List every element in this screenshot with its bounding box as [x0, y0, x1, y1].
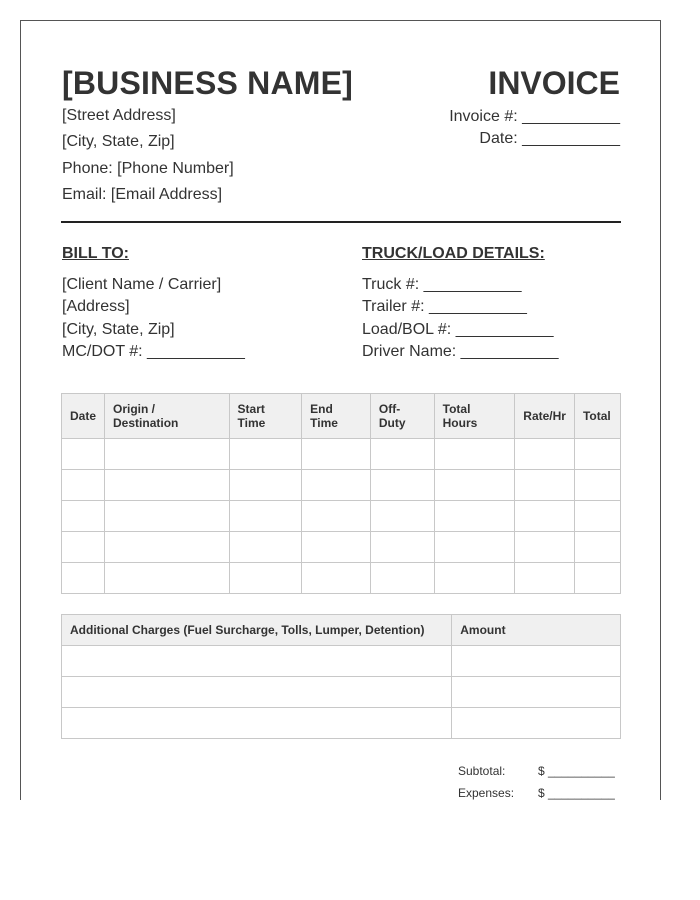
- invoice-sheet: [20, 20, 661, 800]
- table-cell[interactable]: [229, 470, 302, 501]
- col-header-additional-charges: Additional Charges (Fuel Surcharge, Tolls, Lumper, Detention): [62, 615, 452, 646]
- table-cell[interactable]: [574, 439, 620, 470]
- truck-details-heading: TRUCK/LOAD DETAILS:: [362, 245, 545, 262]
- city-state-zip: [City, State, Zip]: [62, 133, 175, 150]
- table-cell[interactable]: [302, 563, 371, 594]
- table-cell[interactable]: [229, 501, 302, 532]
- table-cell[interactable]: [434, 532, 515, 563]
- table-cell[interactable]: [574, 563, 620, 594]
- subtotal-value: $ __________: [538, 764, 615, 778]
- table-cell[interactable]: [62, 708, 452, 739]
- table-cell[interactable]: [229, 439, 302, 470]
- charges-header-row: [62, 615, 621, 646]
- expenses-value: $ __________: [538, 786, 615, 800]
- trip-table-header-row: [62, 394, 621, 439]
- table-cell[interactable]: [229, 532, 302, 563]
- table-row: [62, 470, 621, 501]
- table-cell[interactable]: [434, 470, 515, 501]
- col-header-start-time: Start Time: [229, 394, 302, 439]
- table-cell[interactable]: [370, 439, 434, 470]
- col-header-date: Date: [62, 394, 105, 439]
- client-name: [Client Name / Carrier]: [62, 276, 222, 293]
- table-row: [62, 563, 621, 594]
- mc-dot-field: MC/DOT #: ___________: [62, 343, 245, 360]
- client-address: [Address]: [62, 298, 130, 315]
- table-cell[interactable]: [434, 439, 515, 470]
- table-cell[interactable]: [302, 439, 371, 470]
- col-header-origin-destination: Origin / Destination: [105, 394, 230, 439]
- subtotal-label: Subtotal:: [458, 764, 506, 778]
- header-divider: [61, 221, 621, 223]
- business-name: [BUSINESS NAME]: [62, 65, 354, 101]
- table-cell[interactable]: [370, 470, 434, 501]
- table-cell[interactable]: [62, 646, 452, 677]
- col-header-rate-hr: Rate/Hr: [515, 394, 575, 439]
- email-address: Email: [Email Address]: [62, 186, 223, 203]
- table-cell[interactable]: [370, 563, 434, 594]
- table-cell[interactable]: [370, 501, 434, 532]
- table-cell[interactable]: [515, 470, 575, 501]
- table-cell[interactable]: [105, 439, 230, 470]
- table-cell[interactable]: [105, 501, 230, 532]
- table-cell[interactable]: [62, 501, 105, 532]
- table-cell[interactable]: [302, 532, 371, 563]
- bill-to-heading: BILL TO:: [62, 245, 129, 262]
- table-cell[interactable]: [229, 563, 302, 594]
- table-cell[interactable]: [62, 439, 105, 470]
- table-cell[interactable]: [434, 563, 515, 594]
- table-cell[interactable]: [370, 532, 434, 563]
- invoice-date-field: Date: ___________: [479, 130, 620, 147]
- table-row: [62, 677, 621, 708]
- table-cell[interactable]: [105, 563, 230, 594]
- col-header-total: Total: [574, 394, 620, 439]
- street-address: [Street Address]: [62, 107, 176, 124]
- table-cell[interactable]: [62, 532, 105, 563]
- additional-charges-table: [61, 614, 621, 739]
- table-row: [62, 439, 621, 470]
- trip-table: [61, 393, 621, 594]
- load-bol-field: Load/BOL #: ___________: [362, 321, 554, 338]
- table-cell[interactable]: [62, 563, 105, 594]
- table-row: [62, 708, 621, 739]
- table-cell[interactable]: [515, 532, 575, 563]
- table-cell[interactable]: [302, 470, 371, 501]
- table-cell[interactable]: [452, 708, 621, 739]
- client-city: [City, State, Zip]: [62, 321, 175, 338]
- table-cell[interactable]: [574, 470, 620, 501]
- table-cell[interactable]: [434, 501, 515, 532]
- table-row: [62, 501, 621, 532]
- table-cell[interactable]: [105, 532, 230, 563]
- driver-name-field: Driver Name: ___________: [362, 343, 559, 360]
- table-cell[interactable]: [302, 501, 371, 532]
- table-cell[interactable]: [62, 677, 452, 708]
- col-header-off-duty: Off-Duty: [370, 394, 434, 439]
- col-header-end-time: End Time: [302, 394, 371, 439]
- trailer-number-field: Trailer #: ___________: [362, 298, 527, 315]
- table-cell[interactable]: [515, 563, 575, 594]
- invoice-number-field: Invoice #: ___________: [449, 108, 620, 125]
- truck-number-field: Truck #: ___________: [362, 276, 522, 293]
- table-cell[interactable]: [574, 532, 620, 563]
- col-header-total-hours: Total Hours: [434, 394, 515, 439]
- col-header-amount: Amount: [452, 615, 621, 646]
- table-row: [62, 532, 621, 563]
- table-cell[interactable]: [452, 677, 621, 708]
- table-cell[interactable]: [515, 501, 575, 532]
- table-cell[interactable]: [62, 470, 105, 501]
- table-cell[interactable]: [515, 439, 575, 470]
- table-row: [62, 646, 621, 677]
- expenses-label: Expenses:: [458, 786, 515, 800]
- phone-number: Phone: [Phone Number]: [62, 160, 234, 177]
- table-cell[interactable]: [452, 646, 621, 677]
- invoice-title: INVOICE: [488, 65, 620, 101]
- table-cell[interactable]: [105, 470, 230, 501]
- table-cell[interactable]: [574, 501, 620, 532]
